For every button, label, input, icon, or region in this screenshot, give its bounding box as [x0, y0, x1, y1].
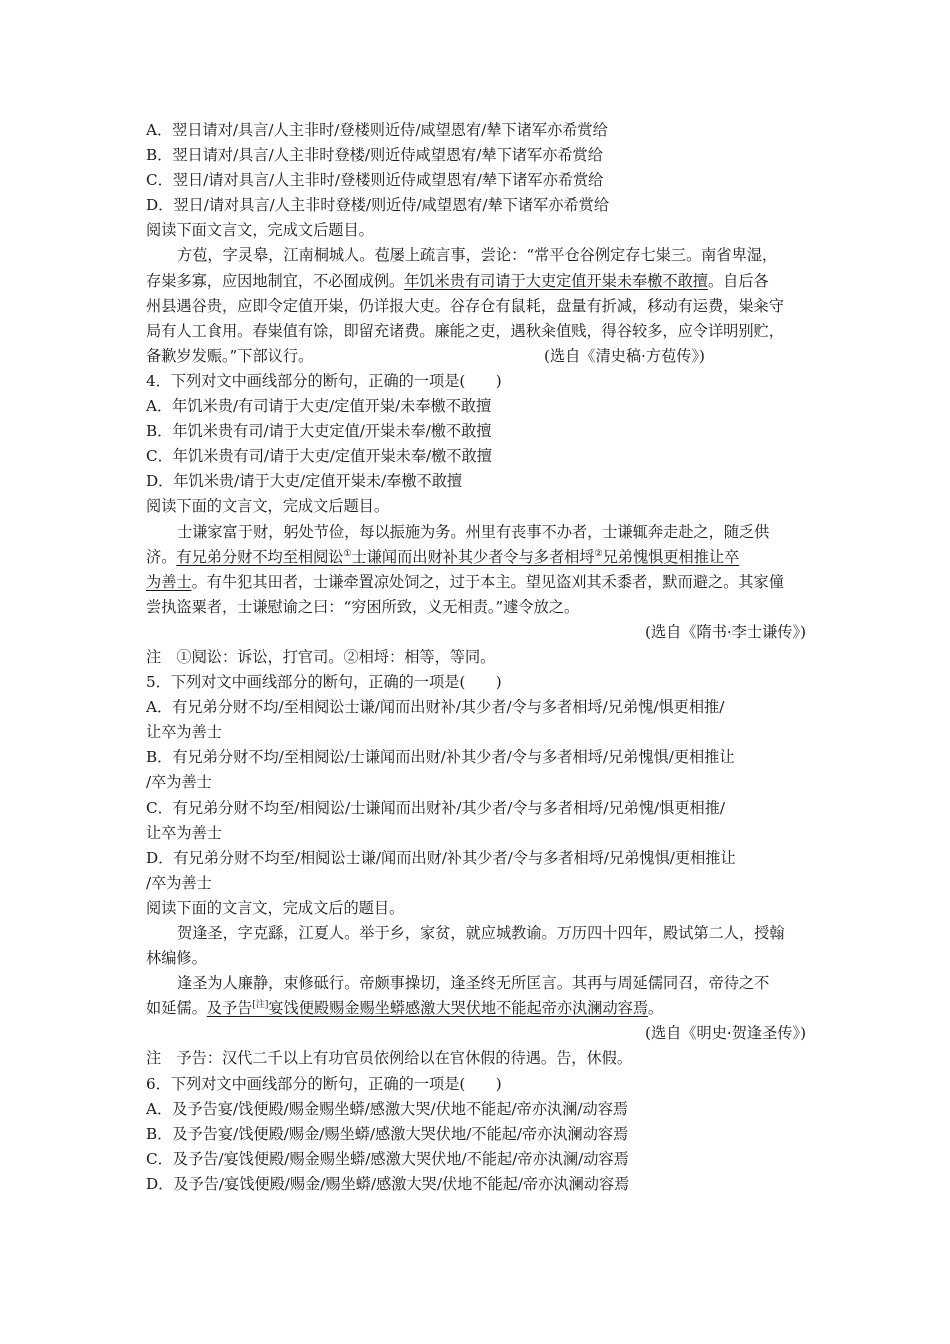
- passage6-line: 逢圣为人廉静，束修砥行。帝颇事操切，逢圣终无所匡言。其再与周延儒同召，帝待之不: [177, 974, 770, 993]
- passage6-line: [146, 996, 806, 1021]
- passage6-line: 贺逢圣，字克繇，江夏人。举于乡，家贫，就应城教谕。万历四十四年，殿试第二人，授翰: [177, 924, 785, 942]
- q6-option-b: B．及予告宴/饯便殿/赐金/赐坐蟒/感激大哭伏地/不能起/帝亦汍澜动容焉: [146, 1124, 629, 1143]
- document-content: [146, 118, 806, 1197]
- passage5-underlined-text: 兄弟愧惧更相推让卒: [602, 547, 740, 566]
- passage4-line: 局有人工食用。春粜值有馀，即留充诸费。廉能之吏，遇秋籴值贱，得谷较多，应令详明别贮，: [146, 321, 784, 340]
- passage6-notes: 注 予告：汉代二千以上有功官员依例给以在官休假的待遇。告，休假。: [146, 1049, 632, 1068]
- passage6-underlined-text: 及予告: [206, 999, 253, 1018]
- passage5-line: 士谦家富于财，躬处节俭，每以振施为务。州里有丧事不办者，士谦辄奔走赴之，随乏供: [177, 522, 770, 541]
- q4-option-b: B．年饥米贵有司/请于大吏定值/开粜未奉/檄不敢擅: [146, 422, 492, 441]
- q6-option-d: D．及予告/宴饯便殿/赐金/赐坐蟒/感激大哭/伏地不能起/帝亦汍澜动容焉: [146, 1174, 630, 1193]
- q5-option-a-cont: 让卒为善士: [146, 723, 222, 742]
- passage4-text: 备歉岁发赈。”下部议行。: [146, 346, 314, 365]
- passage6-text: 。: [648, 999, 664, 1018]
- passage4-line: [146, 269, 806, 294]
- q3-option-d: D．翌日/请对具言/人主非时登楼/则近侍/咸望恩宥/辇下诸军亦希赏给: [146, 196, 610, 215]
- q5-option-a: A．有兄弟分财不均/至相阋讼士谦/闻而出财补/其少者/令与多者相埒/兄弟愧/惧更相推/: [146, 698, 725, 717]
- q5-option-d-cont: /卒为善士: [146, 873, 212, 892]
- passage5-underlined-sentence: [176, 548, 739, 566]
- passage5-intro: 阅读下面的文言文，完成文后题目。: [146, 497, 389, 516]
- q4-stem: 4．下列对文中画线部分的断句，正确的一项是( ): [146, 371, 502, 390]
- passage5-line: 尝执盗粟者，士谦慰谕之曰：“穷困所致，义无相责。”遽令放之。: [146, 597, 580, 616]
- footnote-marker: [注]: [252, 1000, 269, 1011]
- passage4-intro: 阅读下面文言文，完成文后题目。: [146, 221, 374, 240]
- q3-option-a: A．翌日请对/具言/人主非时/登楼则近侍/咸望恩宥/辇下诸军亦希赏给: [146, 121, 608, 139]
- passage4-line: 州县遇谷贵，应即令定值开粜，仍详报大吏。谷存仓有鼠耗，盘量有折减，移动有运费，粜籴守: [146, 296, 784, 315]
- passage4-text: 。自后各: [707, 271, 769, 290]
- passage4-source: (选自《清史稿·方苞传》): [544, 346, 705, 365]
- footnote-marker-2: ②: [594, 548, 603, 559]
- passage5-line: [146, 570, 806, 595]
- q3-option-c: C．翌日/请对具言/人主非时/登楼则近侍咸望恩宥/辇下诸军亦希赏给: [146, 171, 604, 190]
- passage6-text: 如延儒。: [146, 999, 207, 1018]
- q3-option-b: B．翌日请对/具言/人主非时登楼/则近侍咸望恩宥/辇下诸军亦希赏给: [146, 146, 603, 165]
- q4-option-d: D．年饥米贵/请于大吏/定值开粜未/奉檄不敢擅: [146, 472, 463, 491]
- q5-option-b-cont: /卒为善士: [146, 773, 212, 792]
- passage4-text: 存粜多寡，应因地制宜，不必囿成例。: [146, 271, 405, 290]
- q6-stem: 6．下列对文中画线部分的断句，正确的一项是( ): [146, 1074, 502, 1093]
- passage5-text: 。有牛犯其田者，士谦牵置凉处饲之，过于本主。望见盗刈其禾黍者，默而避之。其家僮: [191, 572, 784, 591]
- passage4-underlined-sentence: 年饥米贵有司请于大吏定值开粜未奉檄不敢擅: [404, 271, 708, 290]
- q5-option-b: B．有兄弟分财不均/至相阋讼/士谦闻而出财/补其少者/令与多者相埒/兄弟愧惧/更相推让: [146, 748, 735, 767]
- footnote-marker-1: ①: [343, 548, 352, 559]
- q5-option-c: C．有兄弟分财不均至/相阋讼/士谦闻而出财补/其少者/令与多者相埒/兄弟愧/惧更相推/: [146, 798, 726, 817]
- q4-option-a: A．年饥米贵/有司请于大吏/定值开粜/未奉檄不敢擅: [146, 397, 492, 416]
- passage6-intro: 阅读下面的文言文，完成文后的题目。: [146, 898, 405, 917]
- passage4-line: [146, 344, 806, 369]
- q4-option-c: C．年饥米贵有司/请于大吏/定值开粜未奉/檄不敢擅: [146, 447, 492, 466]
- q6-option-c: C．及予告/宴饯便殿/赐金赐坐蟒/感激大哭伏地/不能起/帝亦汍澜/动容焉: [146, 1149, 629, 1168]
- passage5-source: (选自《隋书·李士谦传》): [645, 622, 806, 641]
- q5-option-c-cont: 让卒为善士: [146, 823, 222, 842]
- passage6-underlined-sentence: [207, 999, 648, 1017]
- passage5-underlined-sentence: 为善士: [146, 572, 192, 591]
- q5-stem: 5．下列对文中画线部分的断句，正确的一项是( ): [146, 673, 502, 692]
- passage5-underlined-text: 有兄弟分财不均至相阋讼: [176, 547, 344, 566]
- q6-option-a: A．及予告宴/饯便殿/赐金赐坐蟒/感激大哭/伏地不能起/帝亦汍澜/动容焉: [146, 1099, 629, 1118]
- passage5-text: 济。: [146, 547, 177, 566]
- passage5-notes: 注 ①阋讼：诉讼，打官司。②相埒：相等，等同。: [146, 647, 496, 666]
- passage5-line: [146, 545, 806, 570]
- passage4-line: 方苞，字灵皋，江南桐城人。苞屡上疏言事，尝论：“常平仓谷例定存七粜三。南省卑湿，: [177, 246, 778, 265]
- passage6-underlined-text: 宴饯便殿赐金赐坐蟒感激大哭伏地不能起帝亦汍澜动容焉: [268, 999, 649, 1018]
- passage5-underlined-text: 士谦闻而出财补其少者令与多者相埒: [351, 547, 595, 566]
- q5-option-d: D．有兄弟分财不均至/相阋讼士谦/闻而出财/补其少者/令与多者相埒/兄弟愧惧/更相推让: [146, 848, 736, 867]
- passage6-source: (选自《明史·贺逢圣传》): [645, 1024, 806, 1043]
- passage6-line: 林编修。: [146, 949, 207, 968]
